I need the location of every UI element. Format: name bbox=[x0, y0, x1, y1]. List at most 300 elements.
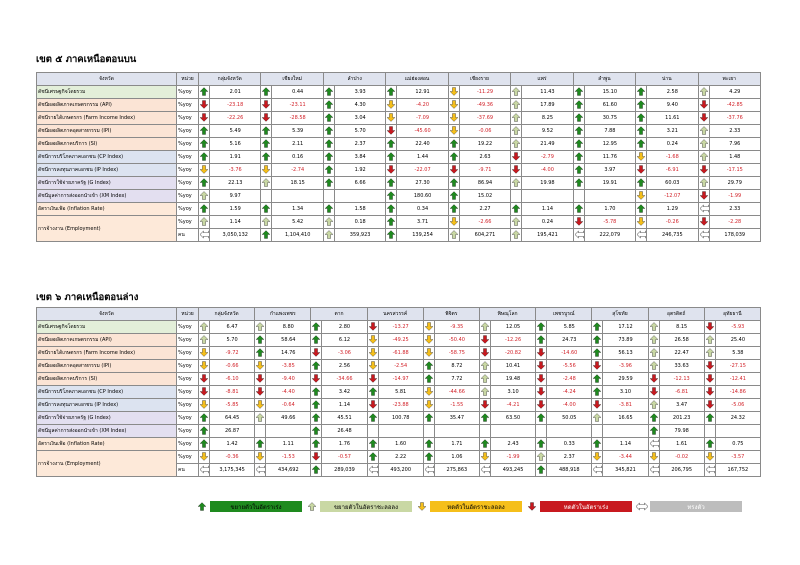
arrow-up-green-icon bbox=[199, 138, 210, 151]
cell-value: -5.56 bbox=[547, 360, 592, 373]
arrow-down-yellow-icon bbox=[448, 125, 459, 138]
arrow-down-red-icon bbox=[511, 164, 522, 177]
arrow-down-red-icon bbox=[536, 347, 547, 360]
row-unit: %yoy bbox=[177, 347, 199, 360]
arrow-up-light-icon bbox=[261, 177, 272, 190]
arrow-up-green-icon bbox=[648, 425, 659, 438]
cell-value bbox=[434, 425, 479, 438]
arrow-up-green-icon bbox=[592, 347, 603, 360]
cell-value: 5.49 bbox=[210, 125, 261, 138]
arrow-up-light-icon bbox=[511, 99, 522, 112]
arrow-down-red-icon bbox=[511, 151, 522, 164]
table-row bbox=[37, 203, 761, 216]
table-row bbox=[37, 86, 761, 99]
cell-value: 2.63 bbox=[459, 151, 510, 164]
cell-value: 3.47 bbox=[659, 399, 704, 412]
arrow-down-red-icon bbox=[255, 373, 266, 386]
arrow-down-red-icon bbox=[479, 399, 490, 412]
cell-value: 11.61 bbox=[647, 112, 698, 125]
cell-value: -5.78 bbox=[584, 216, 635, 229]
cell-value: 8.25 bbox=[522, 112, 573, 125]
arrow-down-red-icon bbox=[386, 125, 397, 138]
column-header: ตาก bbox=[311, 308, 367, 321]
table-row bbox=[37, 151, 761, 164]
cell-value: 22.13 bbox=[210, 177, 261, 190]
cell-value: 0.16 bbox=[272, 151, 323, 164]
legend-item: ขยายตัวในอัตราชะลอลง bbox=[320, 501, 412, 512]
arrow-up-green-icon bbox=[261, 203, 272, 216]
column-header: กลุ่มจังหวัด bbox=[199, 308, 255, 321]
cell-value: 1.60 bbox=[378, 438, 423, 451]
column-header: พิจิตร bbox=[423, 308, 479, 321]
arrow-up-green-icon bbox=[199, 125, 210, 138]
cell-value: -4.00 bbox=[522, 164, 573, 177]
empty-cell bbox=[423, 425, 434, 438]
arrow-down-red-icon bbox=[704, 360, 715, 373]
cell-value: 1.42 bbox=[210, 438, 255, 451]
row-unit: %yoy bbox=[177, 216, 199, 229]
arrow-sideways-icon bbox=[698, 229, 709, 242]
cell-value: 27.30 bbox=[397, 177, 448, 190]
cell-value: 8.80 bbox=[266, 321, 311, 334]
arrow-up-light-icon bbox=[199, 321, 210, 334]
arrow-up-green-icon bbox=[423, 438, 434, 451]
cell-value: -5.06 bbox=[715, 399, 760, 412]
arrow-up-green-icon bbox=[636, 138, 647, 151]
empty-cell bbox=[573, 190, 584, 203]
row-unit: %yoy bbox=[177, 438, 199, 451]
cell-value: -7.09 bbox=[397, 112, 448, 125]
arrow-up-green-icon bbox=[386, 190, 397, 203]
arrow-up-green-icon bbox=[311, 386, 322, 399]
cell-value: -2.54 bbox=[378, 360, 423, 373]
cell-value: -0.66 bbox=[210, 360, 255, 373]
cell-value: -22.26 bbox=[210, 112, 261, 125]
arrow-down-red-icon bbox=[479, 334, 490, 347]
row-label: อัตราเงินเฟ้อ (Inflation Rate) bbox=[37, 438, 177, 451]
cell-value: -6.91 bbox=[647, 164, 698, 177]
arrow-down-red-icon bbox=[698, 216, 709, 229]
cell-value: 2.27 bbox=[459, 203, 510, 216]
header-unit: หน่วย bbox=[177, 73, 199, 86]
empty-cell bbox=[511, 190, 522, 203]
table-row bbox=[37, 360, 761, 373]
arrow-sideways-icon bbox=[648, 438, 659, 451]
cell-value: 58.64 bbox=[266, 334, 311, 347]
cell-value: 56.13 bbox=[603, 347, 648, 360]
arrow-down-red-icon bbox=[704, 373, 715, 386]
arrow-up-green-icon bbox=[323, 177, 334, 190]
cell-value: -0.02 bbox=[659, 451, 704, 464]
arrow-sideways-icon bbox=[573, 229, 584, 242]
arrow-up-green-icon bbox=[636, 112, 647, 125]
arrow-down-yellow-icon bbox=[255, 399, 266, 412]
cell-value: 60.03 bbox=[647, 177, 698, 190]
cell-value: -49.25 bbox=[378, 334, 423, 347]
cell-value: -3.44 bbox=[603, 451, 648, 464]
arrow-up-green-icon bbox=[592, 373, 603, 386]
row-unit: %yoy bbox=[177, 112, 199, 125]
cell-value: 493,245 bbox=[490, 464, 535, 477]
column-header: เชียงราย bbox=[448, 73, 510, 86]
arrow-down-yellow-icon bbox=[199, 451, 210, 464]
cell-value: -3.96 bbox=[603, 360, 648, 373]
arrow-up-light-icon bbox=[698, 138, 709, 151]
cell-value: 17.12 bbox=[603, 321, 648, 334]
arrow-up-green-icon bbox=[536, 334, 547, 347]
arrow-up-green-icon bbox=[386, 229, 397, 242]
row-label: ดัชนีรายได้เกษตรกร (Farm Income Index) bbox=[37, 347, 177, 360]
cell-value: 1.58 bbox=[334, 203, 385, 216]
cell-value: 1.59 bbox=[210, 203, 261, 216]
arrow-up-green-icon bbox=[323, 164, 334, 177]
arrow-down-red-icon bbox=[261, 99, 272, 112]
row-unit: %yoy bbox=[177, 203, 199, 216]
cell-value: 2.58 bbox=[647, 86, 698, 99]
arrow-down-red-icon bbox=[255, 386, 266, 399]
arrow-up-green-icon bbox=[323, 112, 334, 125]
cell-value: 3.04 bbox=[334, 112, 385, 125]
arrow-down-yellow-icon bbox=[448, 86, 459, 99]
table-row bbox=[37, 125, 761, 138]
table-row bbox=[37, 138, 761, 151]
section-title-north-upper: เขต ๕ ภาคเหนือตอนบน bbox=[36, 54, 137, 65]
cell-value: 359,923 bbox=[334, 229, 385, 242]
cell-value: 26.58 bbox=[659, 334, 704, 347]
cell-value: -1.55 bbox=[434, 399, 479, 412]
cell-value: 3,175,345 bbox=[210, 464, 255, 477]
arrow-down-red-icon bbox=[311, 451, 322, 464]
arrow-down-yellow-icon bbox=[592, 451, 603, 464]
section-title-north-lower: เขต ๖ ภาคเหนือตอนล่าง bbox=[36, 292, 139, 303]
cell-value: 2.80 bbox=[322, 321, 367, 334]
row-unit: %yoy bbox=[177, 138, 199, 151]
arrow-up-light-icon bbox=[648, 334, 659, 347]
cell-value: 275,863 bbox=[434, 464, 479, 477]
cell-value: 0.18 bbox=[334, 216, 385, 229]
cell-value: 86.94 bbox=[459, 177, 510, 190]
cell-value: 2.37 bbox=[547, 451, 592, 464]
arrow-down-yellow-icon bbox=[367, 334, 378, 347]
arrow-up-light-icon bbox=[511, 112, 522, 125]
cell-value: -28.58 bbox=[272, 112, 323, 125]
cell-value: 61.60 bbox=[584, 99, 635, 112]
cell-value: -9.40 bbox=[266, 373, 311, 386]
arrow-up-green-icon bbox=[573, 177, 584, 190]
cell-value: -12.26 bbox=[490, 334, 535, 347]
cell-value: 3.42 bbox=[322, 386, 367, 399]
arrow-sideways-icon bbox=[367, 464, 378, 477]
arrow-down-yellow-icon bbox=[386, 99, 397, 112]
cell-value: 15.02 bbox=[459, 190, 510, 203]
arrow-up-green-icon bbox=[311, 464, 322, 477]
cell-value: 246,735 bbox=[647, 229, 698, 242]
cell-value: 139,254 bbox=[397, 229, 448, 242]
row-label: ดัชนีมูลค่าการส่งออกนำเข้า (XM Index) bbox=[37, 190, 177, 203]
arrow-up-green-icon bbox=[573, 203, 584, 216]
table-row bbox=[37, 99, 761, 112]
arrow-up-green-icon bbox=[261, 229, 272, 242]
arrow-up-green-icon bbox=[536, 412, 547, 425]
cell-value bbox=[272, 190, 323, 203]
arrow-up-green-icon bbox=[199, 151, 210, 164]
arrow-down-red-icon bbox=[199, 386, 210, 399]
cell-value: 434,692 bbox=[266, 464, 311, 477]
arrow-down-red-icon bbox=[367, 321, 378, 334]
cell-value: -2.79 bbox=[522, 151, 573, 164]
arrow-up-light-icon bbox=[511, 177, 522, 190]
cell-value: -44.66 bbox=[434, 386, 479, 399]
arrow-up-light-icon bbox=[306, 501, 318, 512]
cell-value: -9.35 bbox=[434, 321, 479, 334]
table-row bbox=[37, 347, 761, 360]
cell-value: 5.70 bbox=[334, 125, 385, 138]
cell-value bbox=[715, 425, 760, 438]
row-unit: %yoy bbox=[177, 86, 199, 99]
arrow-down-red-icon bbox=[448, 164, 459, 177]
row-unit: %yoy bbox=[177, 177, 199, 190]
cell-value: -12.13 bbox=[659, 373, 704, 386]
arrow-up-green-icon bbox=[479, 412, 490, 425]
cell-value: 345,821 bbox=[603, 464, 648, 477]
row-label: ดัชนีการลงทุนภาคเอกชน (IP Index) bbox=[37, 399, 177, 412]
cell-value: 1.70 bbox=[584, 203, 635, 216]
arrow-down-yellow-icon bbox=[199, 399, 210, 412]
header-row bbox=[37, 308, 761, 321]
arrow-down-red-icon bbox=[536, 386, 547, 399]
cell-value: 6.12 bbox=[322, 334, 367, 347]
arrow-up-light-icon bbox=[511, 216, 522, 229]
arrow-up-green-icon bbox=[592, 334, 603, 347]
column-header: น่าน bbox=[636, 73, 698, 86]
arrow-up-green-icon bbox=[367, 386, 378, 399]
arrow-down-yellow-icon bbox=[199, 347, 210, 360]
cell-value: 7.96 bbox=[709, 138, 760, 151]
arrow-up-light-icon bbox=[698, 151, 709, 164]
cell-value: 1.29 bbox=[647, 203, 698, 216]
cell-value: 21.49 bbox=[522, 138, 573, 151]
row-label: ดัชนีผลผลิตภาคอุตสาหกรรม (IPI) bbox=[37, 125, 177, 138]
row-label: ดัชนีผลผลิตภาคอุตสาหกรรม (IPI) bbox=[37, 360, 177, 373]
cell-value: -13.27 bbox=[378, 321, 423, 334]
arrow-up-green-icon bbox=[367, 412, 378, 425]
cell-value bbox=[334, 190, 385, 203]
cell-value: 12.95 bbox=[584, 138, 635, 151]
cell-value: -14.60 bbox=[547, 347, 592, 360]
cell-value: 29.79 bbox=[709, 177, 760, 190]
cell-value: 5.81 bbox=[378, 386, 423, 399]
cell-value: 222,079 bbox=[584, 229, 635, 242]
cell-value: 604,271 bbox=[459, 229, 510, 242]
cell-value: 1.92 bbox=[334, 164, 385, 177]
arrow-down-red-icon bbox=[311, 347, 322, 360]
cell-value: -23.18 bbox=[210, 99, 261, 112]
arrow-up-green-icon bbox=[386, 216, 397, 229]
cell-value: -3.76 bbox=[210, 164, 261, 177]
cell-value: 1.48 bbox=[709, 151, 760, 164]
cell-value: 178,039 bbox=[709, 229, 760, 242]
cell-value: 5.70 bbox=[210, 334, 255, 347]
arrow-up-light-icon bbox=[536, 451, 547, 464]
cell-value: -17.15 bbox=[709, 164, 760, 177]
cell-value: -3.81 bbox=[603, 399, 648, 412]
arrow-up-green-icon bbox=[311, 321, 322, 334]
cell-value: 63.50 bbox=[490, 412, 535, 425]
empty-cell bbox=[592, 425, 603, 438]
arrow-up-green-icon bbox=[573, 164, 584, 177]
column-header: สุโขทัย bbox=[592, 308, 648, 321]
cell-value: 1.14 bbox=[322, 399, 367, 412]
arrow-up-green-icon bbox=[386, 138, 397, 151]
cell-value: -23.11 bbox=[272, 99, 323, 112]
table-row bbox=[37, 373, 761, 386]
row-label-employment: การจ้างงาน (Employment) bbox=[37, 216, 177, 242]
row-label: ดัชนีมูลค่าการส่งออกนำเข้า (XM Index) bbox=[37, 425, 177, 438]
table-row bbox=[37, 190, 761, 203]
cell-value: 15.10 bbox=[584, 86, 635, 99]
cell-value: 3.71 bbox=[397, 216, 448, 229]
arrow-down-yellow-icon bbox=[448, 216, 459, 229]
table-row bbox=[37, 438, 761, 451]
cell-value: -37.69 bbox=[459, 112, 510, 125]
column-header: ลำปาง bbox=[323, 73, 385, 86]
cell-value: -8.81 bbox=[210, 386, 255, 399]
cell-value: -0.57 bbox=[322, 451, 367, 464]
arrow-up-green-icon bbox=[367, 451, 378, 464]
arrow-up-green-icon bbox=[311, 412, 322, 425]
row-label: อัตราเงินเฟ้อ (Inflation Rate) bbox=[37, 203, 177, 216]
table-row bbox=[37, 425, 761, 438]
arrow-up-green-icon bbox=[323, 203, 334, 216]
arrow-sideways-icon bbox=[255, 464, 266, 477]
legend-item: หดตัวในอัตราชะลอลง bbox=[430, 501, 522, 512]
table-row bbox=[37, 386, 761, 399]
cell-value: 1.91 bbox=[210, 151, 261, 164]
row-label: ดัชนีผลผลิตภาคเกษตรกรรม (API) bbox=[37, 334, 177, 347]
arrow-down-red-icon bbox=[573, 216, 584, 229]
cell-value: 9.40 bbox=[647, 99, 698, 112]
cell-value: -0.26 bbox=[647, 216, 698, 229]
empty-cell bbox=[704, 425, 715, 438]
arrow-up-green-icon bbox=[636, 86, 647, 99]
cell-value: 10.41 bbox=[490, 360, 535, 373]
arrow-sideways-icon bbox=[636, 229, 647, 242]
row-unit: %yoy bbox=[177, 164, 199, 177]
row-label: ดัชนีผลผลิตภาคบริการ (SI) bbox=[37, 138, 177, 151]
cell-value: -12.41 bbox=[715, 373, 760, 386]
arrow-up-green-icon bbox=[323, 99, 334, 112]
legend-item: ทรงตัว bbox=[650, 501, 742, 512]
arrow-up-green-icon bbox=[636, 177, 647, 190]
arrow-down-yellow-icon bbox=[448, 99, 459, 112]
cell-value: -9.71 bbox=[459, 164, 510, 177]
row-label: ดัชนีการบริโภคภาคเอกชน (CP Index) bbox=[37, 386, 177, 399]
cell-value: 4.29 bbox=[709, 86, 760, 99]
cell-value: 3.10 bbox=[603, 386, 648, 399]
cell-value: -5.93 bbox=[715, 321, 760, 334]
arrow-up-green-icon bbox=[311, 360, 322, 373]
arrow-up-green-icon bbox=[199, 177, 210, 190]
arrow-down-yellow-icon bbox=[255, 451, 266, 464]
table-row-employment-pct bbox=[37, 451, 761, 464]
arrow-up-green-icon bbox=[573, 138, 584, 151]
empty-cell bbox=[261, 190, 272, 203]
cell-value: 18.15 bbox=[272, 177, 323, 190]
cell-value: 0.33 bbox=[547, 438, 592, 451]
arrow-down-red-icon bbox=[592, 360, 603, 373]
cell-value bbox=[490, 425, 535, 438]
cell-value: -4.21 bbox=[490, 399, 535, 412]
row-unit: %yoy bbox=[177, 125, 199, 138]
cell-value bbox=[266, 425, 311, 438]
cell-value: -0.36 bbox=[210, 451, 255, 464]
cell-value: 26.87 bbox=[210, 425, 255, 438]
arrow-up-green-icon bbox=[261, 125, 272, 138]
arrow-up-green-icon bbox=[323, 138, 334, 151]
cell-value: -3.06 bbox=[322, 347, 367, 360]
arrow-up-green-icon bbox=[323, 86, 334, 99]
column-header: พิษณุโลก bbox=[479, 308, 535, 321]
cell-value: -6.10 bbox=[210, 373, 255, 386]
cell-value: 7.88 bbox=[584, 125, 635, 138]
arrow-up-green-icon bbox=[448, 203, 459, 216]
cell-value: 5.39 bbox=[272, 125, 323, 138]
cell-value: 1.14 bbox=[603, 438, 648, 451]
row-unit: %yoy bbox=[177, 334, 199, 347]
cell-value: 24.73 bbox=[547, 334, 592, 347]
arrow-up-green-icon bbox=[573, 99, 584, 112]
cell-value: 2.43 bbox=[490, 438, 535, 451]
cell-value: -4.20 bbox=[397, 99, 448, 112]
arrow-down-red-icon bbox=[199, 373, 210, 386]
cell-value: -4.24 bbox=[547, 386, 592, 399]
arrow-up-green-icon bbox=[255, 347, 266, 360]
table-row bbox=[37, 321, 761, 334]
arrow-up-light-icon bbox=[323, 229, 334, 242]
cell-value: 201.23 bbox=[659, 412, 704, 425]
arrow-up-green-icon bbox=[592, 321, 603, 334]
table-row bbox=[37, 112, 761, 125]
arrow-down-red-icon bbox=[592, 399, 603, 412]
cell-value: -23.88 bbox=[378, 399, 423, 412]
arrow-sideways-icon bbox=[423, 464, 434, 477]
cell-value: 1.06 bbox=[434, 451, 479, 464]
arrow-up-green-icon bbox=[573, 151, 584, 164]
arrow-up-light-icon bbox=[479, 373, 490, 386]
column-header: ลำพูน bbox=[573, 73, 635, 86]
cell-value: 0.75 bbox=[715, 438, 760, 451]
cell-value: -6.81 bbox=[659, 386, 704, 399]
row-unit: คน bbox=[177, 464, 199, 477]
row-label: ดัชนีผลผลิตภาคเกษตรกรรม (API) bbox=[37, 99, 177, 112]
arrow-up-green-icon bbox=[573, 86, 584, 99]
table-row bbox=[37, 399, 761, 412]
arrow-up-light-icon bbox=[698, 125, 709, 138]
table-row-employment-pct bbox=[37, 216, 761, 229]
arrow-up-green-icon bbox=[199, 438, 210, 451]
row-label: ดัชนีการลงทุนภาคเอกชน (IP Index) bbox=[37, 164, 177, 177]
cell-value: 0.44 bbox=[272, 86, 323, 99]
arrow-up-green-icon bbox=[592, 438, 603, 451]
arrow-down-yellow-icon bbox=[261, 164, 272, 177]
arrow-up-green-icon bbox=[423, 451, 434, 464]
arrow-sideways-icon bbox=[199, 464, 210, 477]
row-unit: %yoy bbox=[177, 373, 199, 386]
cell-value: 1.44 bbox=[397, 151, 448, 164]
cell-value: 11.43 bbox=[522, 86, 573, 99]
cell-value: -11.29 bbox=[459, 86, 510, 99]
cell-value: 9.52 bbox=[522, 125, 573, 138]
